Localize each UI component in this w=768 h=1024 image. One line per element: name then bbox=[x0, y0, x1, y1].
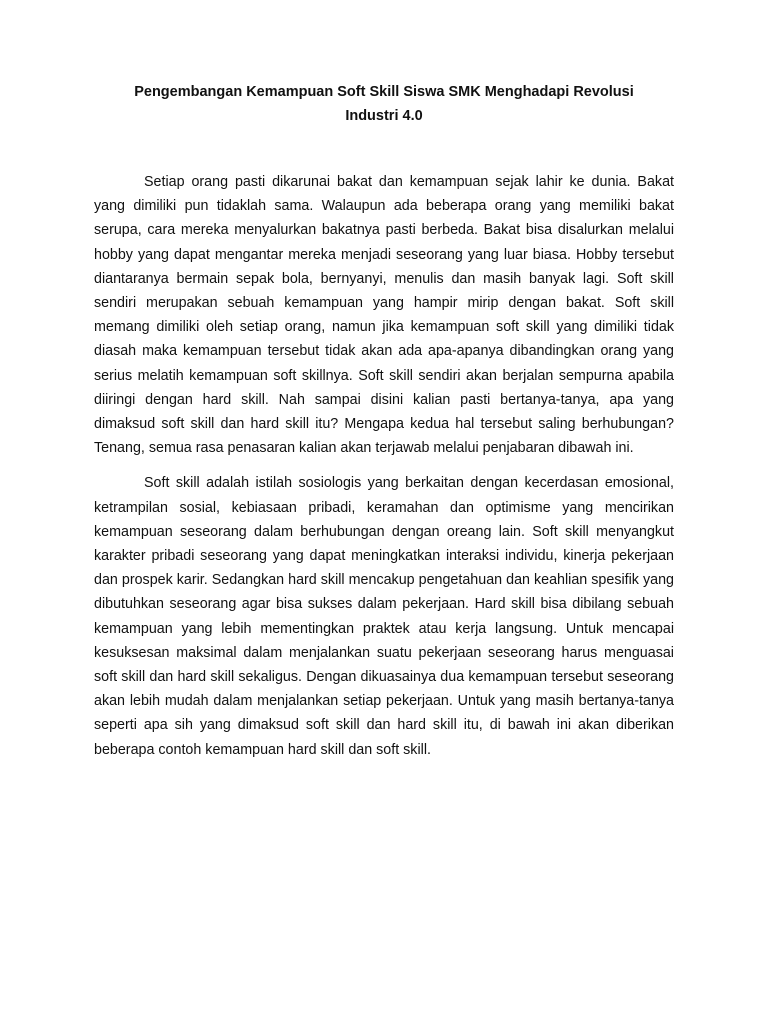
document-title-line-2: Industri 4.0 bbox=[345, 108, 423, 124]
document-body bbox=[94, 170, 674, 762]
paragraph-2: Soft skill adalah istilah sosiologis yang berkaitan dengan kecerdasan emosional, ketrampilan sosial, kebiasaan pribadi, keramahan dan optimisme yang mencirikan kemampuan seseorang dalam berhubungan dengan oreang lain. Soft skill menyangkut karakter pribadi seseorang yang dapat meningkatkan interaksi individu, kinerja pekerjaan dan prospek karir. Sedangkan hard skill mencakup pengetahuan dan keahlian spesifik yang dibutuhkan seseorang agar bisa sukses dalam pekerjaan. Hard skill bisa dibilang sebuah kemampuan yang lebih mementingkan praktek atau kerja langsung. Untuk mencapai kesuksesan maksimal dalam menjalankan suatu pekerjaan seseorang harus menguasai soft skill dan hard skill sekaligus. Dengan dikuasainya dua kemampuan tersebut seseorang akan lebih mudah dalam menjalankan setiap pekerjaan. Untuk yang masih bertanya-tanya seperti apa sih yang dimaksud soft skill dan hard skill itu, di bawah ini akan diberikan beberapa contoh kemampuan hard skill dan soft skill. bbox=[94, 475, 674, 758]
document-title bbox=[94, 80, 674, 128]
document-page bbox=[94, 80, 674, 773]
paragraph-1: Setiap orang pasti dikarunai bakat dan kemampuan sejak lahir ke dunia. Bakat yang dimiliki pun tidaklah sama. Walaupun ada beberapa orang yang memiliki bakat serupa, cara mereka menyalurkan bakatnya pasti berbeda. Bakat bisa disalurkan melalui hobby yang dapat mengantar mereka menjadi seseorang yang luar biasa. Hobby tersebut diantaranya bermain sepak bola, bernyanyi, menulis dan masih banyak lagi. Soft skill sendiri merupakan sebuah kemampuan yang hampir mirip dengan bakat. Soft skill memang dimiliki oleh setiap orang, namun jika kemampuan soft skill yang dimiliki tidak diasah maka kemampuan tersebut tidak akan ada apa-apanya dibandingkan orang yang serius melatih kemampuan soft skillnya. Soft skill sendiri akan berjalan sempurna apabila diiringi dengan hard skill. Nah sampai disini kalian pasti bertanya-tanya, apa yang dimaksud soft skill dan hard skill itu? Mengapa kedua hal tersebut saling berhubungan? Tenang, semua rasa penasaran kalian akan terjawab melalui penjabaran dibawah ini. bbox=[94, 174, 674, 457]
document-title-line-1: Pengembangan Kemampuan Soft Skill Siswa SMK Menghadapi Revolusi bbox=[134, 84, 634, 100]
